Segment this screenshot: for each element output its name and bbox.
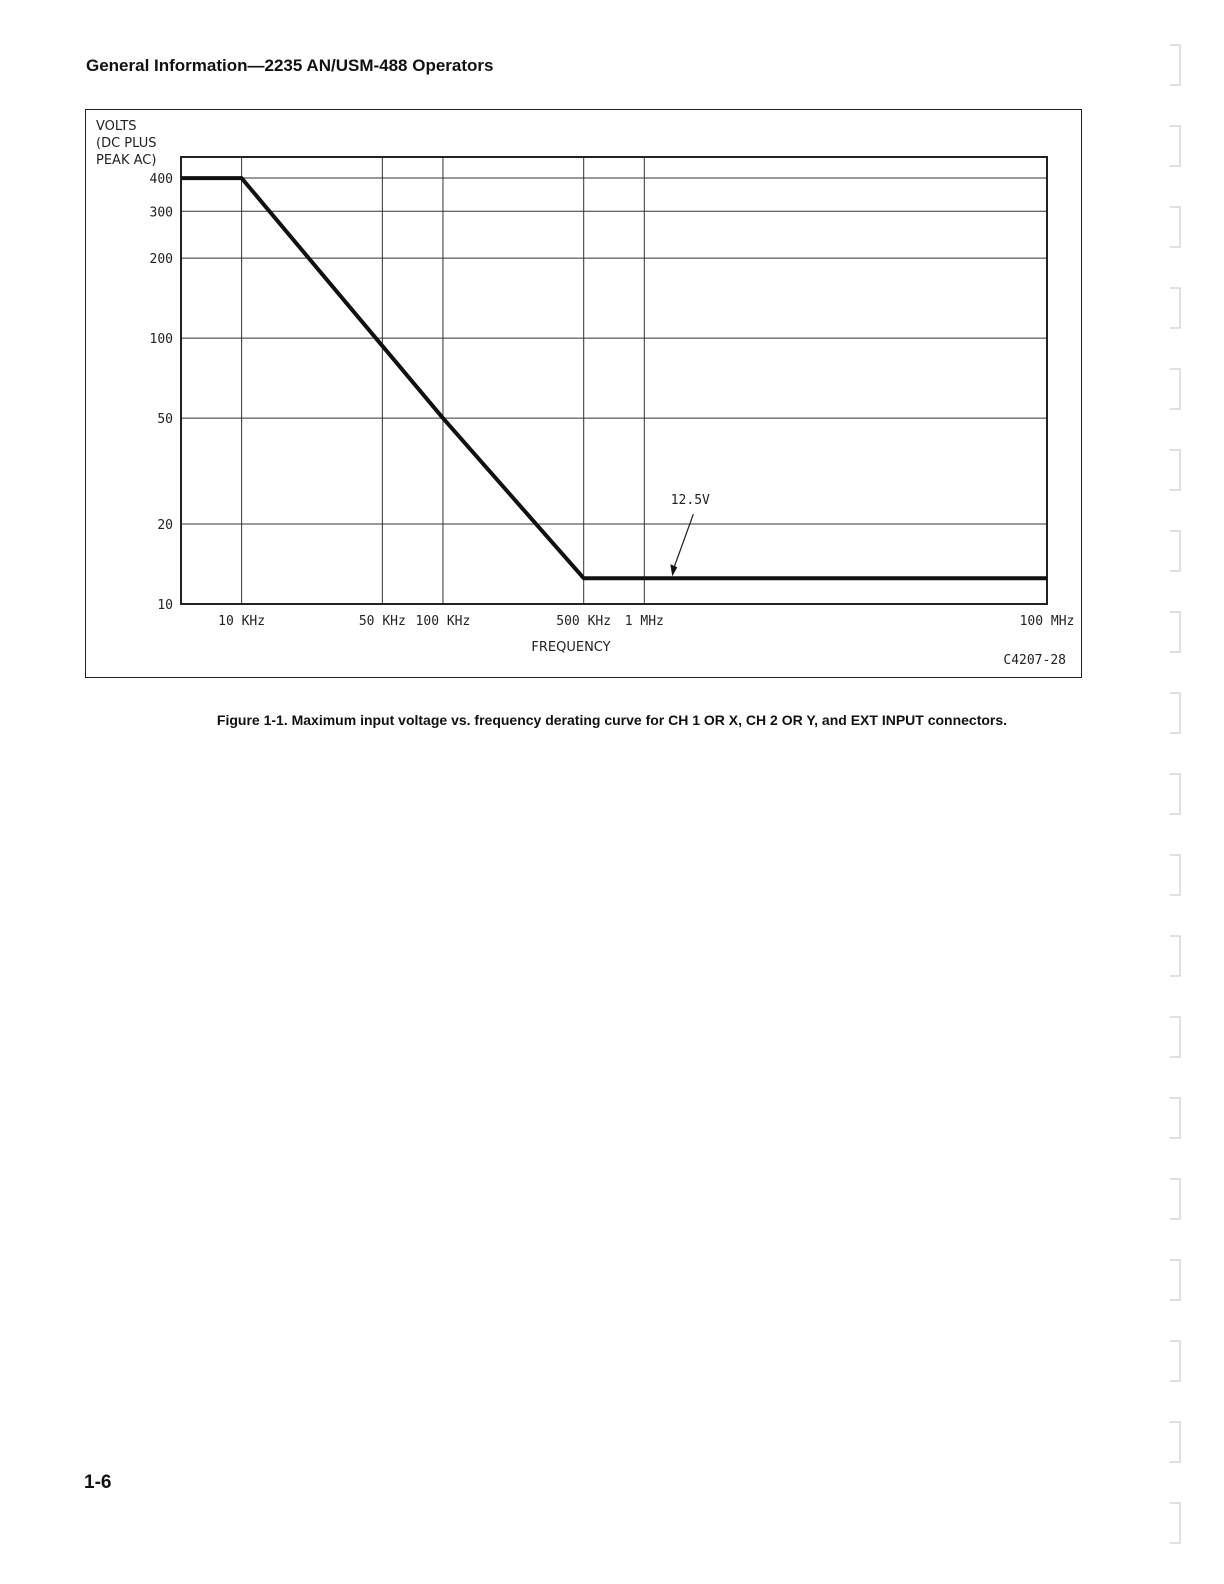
- margin-bracket-mark: [1170, 450, 1180, 490]
- margin-bracket-mark: [1170, 288, 1180, 328]
- y-tick-label: 20: [157, 517, 173, 533]
- margin-bracket-mark: [1170, 612, 1180, 652]
- margin-bracket-mark: [1170, 1503, 1180, 1543]
- x-tick-label: 100 MHz: [1019, 614, 1075, 629]
- y-tick-label: 10: [157, 598, 173, 613]
- binding-margin-marks: [1160, 0, 1224, 1584]
- x-tick-label: 50 KHz: [358, 614, 406, 629]
- plot-area-frame: [181, 157, 1047, 604]
- x-tick-label: 10 KHz: [218, 614, 266, 629]
- margin-bracket-mark: [1170, 45, 1180, 85]
- page-header: General Information—2235 AN/USM-488 Operators: [86, 56, 494, 75]
- x-axis-label: FREQUENCY: [531, 640, 611, 655]
- margin-bracket-mark: [1170, 855, 1180, 895]
- y-tick-label: 100: [149, 332, 173, 348]
- margin-bracket-mark: [1170, 1179, 1180, 1219]
- y-tick-label: 50: [157, 412, 173, 428]
- annotations: [670, 493, 710, 576]
- page-number: 1-6: [84, 1472, 112, 1493]
- y-axis-label-line: (DC PLUS: [96, 136, 157, 151]
- margin-bracket-mark: [1170, 936, 1180, 976]
- y-axis-label-line: VOLTS: [96, 119, 137, 134]
- margin-bracket-mark: [1170, 1341, 1180, 1381]
- y-axis-label-line: PEAK AC): [96, 153, 157, 168]
- margin-bracket-mark: [1170, 693, 1180, 733]
- figure-caption: Figure 1-1. Maximum input voltage vs. frequency derating curve for CH 1 OR X, CH 2 OR Y, and EXT INPUT connectors.: [216, 712, 1008, 728]
- figure-frame: [85, 109, 1082, 678]
- margin-bracket-mark: [1170, 1098, 1180, 1138]
- margin-bracket-mark: [1170, 1422, 1180, 1462]
- derating-curve: [181, 178, 1047, 578]
- x-tick-label: 100 KHz: [415, 614, 471, 629]
- y-tick-label: 400: [149, 172, 173, 188]
- annotation-arrowhead: [670, 564, 677, 576]
- y-tick-label: 300: [149, 205, 173, 221]
- margin-bracket-mark: [1170, 207, 1180, 247]
- margin-bracket-mark: [1170, 1017, 1180, 1057]
- y-tick-labels: [150, 172, 173, 613]
- x-tick-label: 500 KHz: [556, 614, 612, 629]
- annotation-leader: [672, 514, 693, 572]
- y-axis-label: [96, 119, 157, 168]
- margin-bracket-mark: [1170, 531, 1180, 571]
- annotation-label: 12.5V: [670, 493, 710, 509]
- y-tick-label: 200: [149, 252, 173, 268]
- chart-grid: [181, 157, 1047, 604]
- margin-bracket-mark: [1170, 774, 1180, 814]
- x-tick-labels: [218, 614, 1074, 629]
- x-tick-label: 1 MHz: [624, 614, 664, 629]
- figure-code: C4207-28: [1003, 653, 1066, 668]
- series-lines: [181, 178, 1047, 578]
- margin-bracket-mark: [1170, 369, 1180, 409]
- margin-bracket-mark: [1170, 1260, 1180, 1300]
- margin-bracket-mark: [1170, 126, 1180, 166]
- derating-chart: [86, 110, 1083, 679]
